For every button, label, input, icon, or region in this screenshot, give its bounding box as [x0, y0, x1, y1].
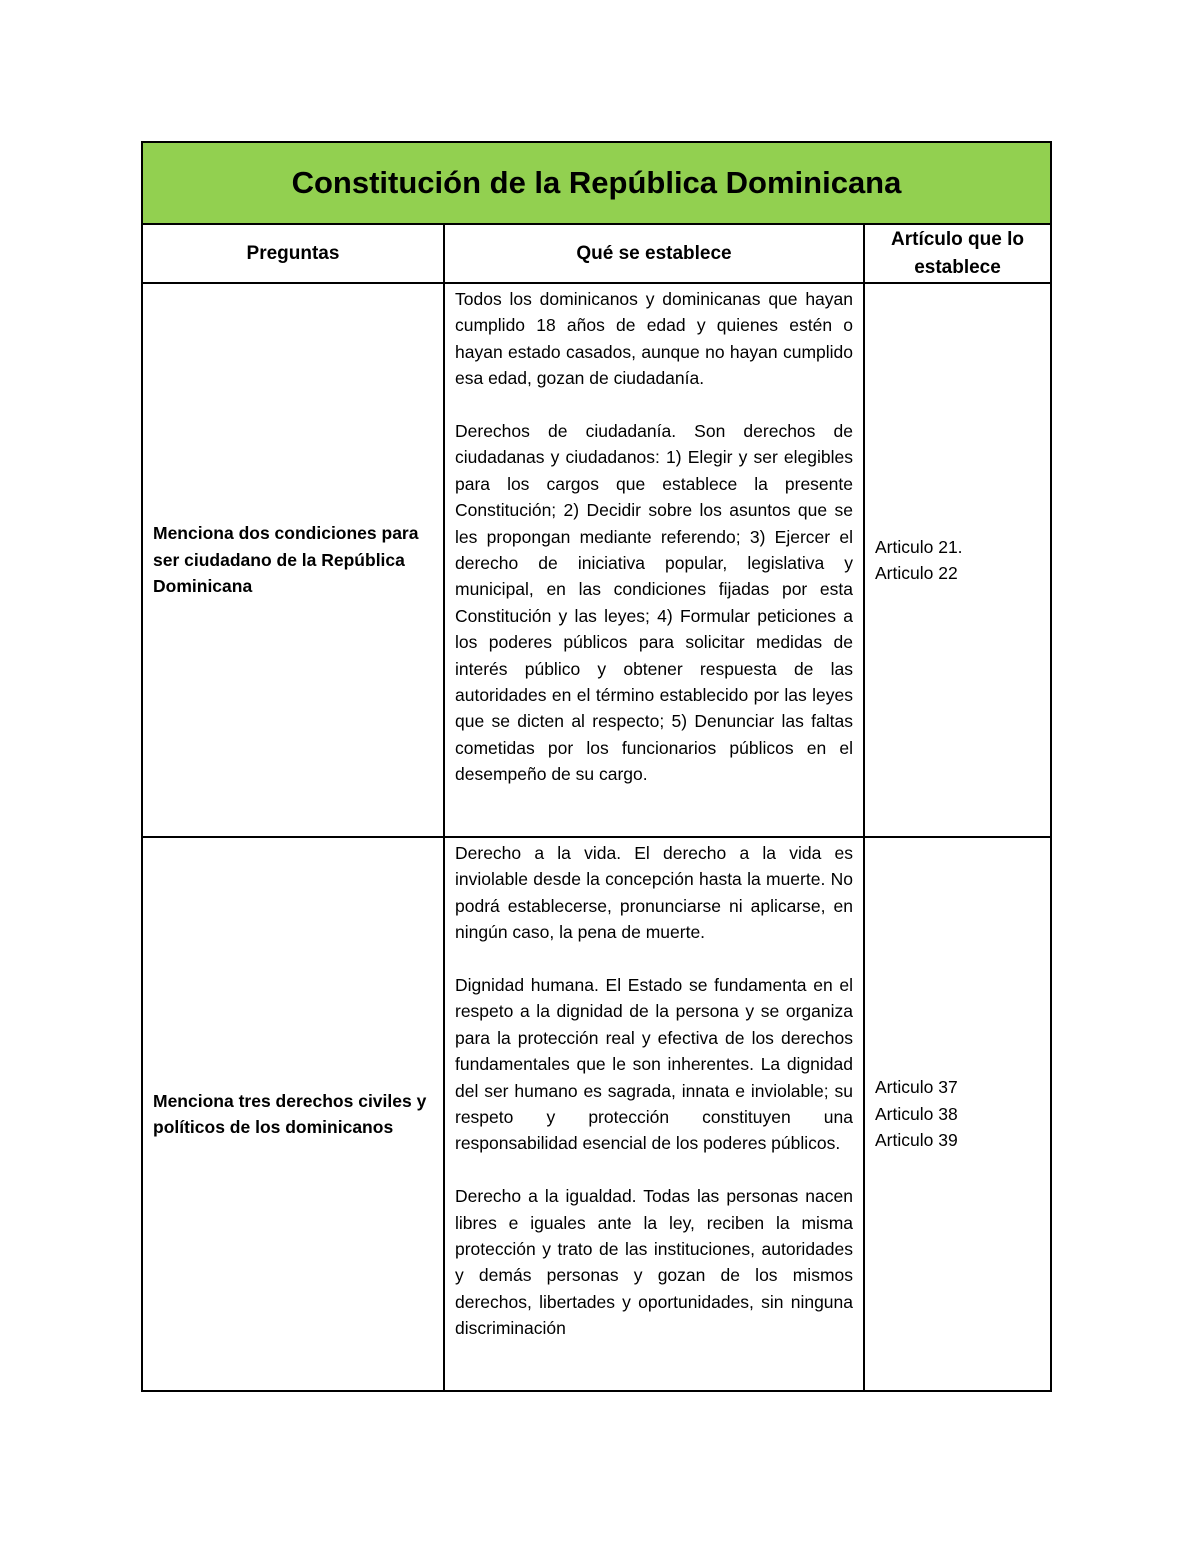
- article-cell: [864, 837, 1051, 1391]
- header-questions: Preguntas: [142, 224, 444, 283]
- article-ref: Articulo 39: [875, 1130, 958, 1151]
- header-content: Qué se establece: [444, 224, 864, 283]
- article-ref: Articulo 21.: [875, 536, 963, 557]
- answer-paragraph: Derechos de ciudadanía. Son derechos de ciudadanas y ciudadanos: 1) Elegir y ser elegibles para los cargos que establece la presente Constitución; 2) Decidir sobre los asuntos que se les propongan mediante referendo; 3) Ejercer el derecho de iniciativa popular, legislativa y municipal, en las condiciones fijadas por esta Constitución y las leyes; 4) Formular peticiones a los poderes públicos para solicitar medidas de interés público y obtener respuesta de las autoridades en el término establecido por las leyes que se dicten al respecto; 5) Denunciar las faltas cometidas por los funcionarios públicos en el desempeño de su cargo.: [455, 421, 853, 785]
- answer-paragraph: Dignidad humana. El Estado se fundamenta en el respeto a la dignidad de la persona y se organiza para la protección real y efectiva de los derechos fundamentales que le son inherentes. La dignidad del ser humano es sagrada, innata e inviolable; su respeto y protección constituyen una responsabilidad esencial de los poderes públicos.: [455, 975, 853, 1154]
- answer-paragraph: Todos los dominicanos y dominicanas que hayan cumplido 18 años de edad y quienes estén o hayan estado casados, aunque no hayan cumplido esa edad, gozan de ciudadanía.: [455, 289, 853, 389]
- table-row: [142, 283, 1051, 837]
- title-row: [142, 142, 1051, 224]
- question-cell: Menciona tres derechos civiles y políticos de los dominicanos: [142, 837, 444, 1391]
- constitution-table: [141, 141, 1052, 1392]
- header-row: [142, 224, 1051, 283]
- question-cell: Menciona dos condiciones para ser ciudadano de la República Dominicana: [142, 283, 444, 837]
- article-ref: Articulo 22: [875, 563, 958, 583]
- answer-paragraph: Derecho a la vida. El derecho a la vida es inviolable desde la concepción hasta la muerte. No podrá establecerse, pronunciarse ni aplicarse, en ningún caso, la pena de muerte.: [455, 843, 853, 943]
- answer-paragraph: Derecho a la igualdad. Todas las personas nacen libres e iguales ante la ley, reciben la misma protección y trato de las instituciones, autoridades y demás personas y gozan de los mismos derechos, libertades y oportunidades, sin ninguna discriminación: [455, 1186, 853, 1339]
- article-ref: Articulo 38: [875, 1103, 958, 1124]
- answer-cell: [444, 837, 864, 1391]
- answer-clip: [455, 840, 853, 1390]
- table-row: [142, 837, 1051, 1391]
- header-article: Artículo que lo establece: [864, 224, 1051, 283]
- answer-cell: [444, 283, 864, 837]
- article-ref: Articulo 37: [875, 1077, 958, 1098]
- article-cell: [864, 283, 1051, 837]
- table-title: Constitución de la República Dominicana: [142, 142, 1051, 224]
